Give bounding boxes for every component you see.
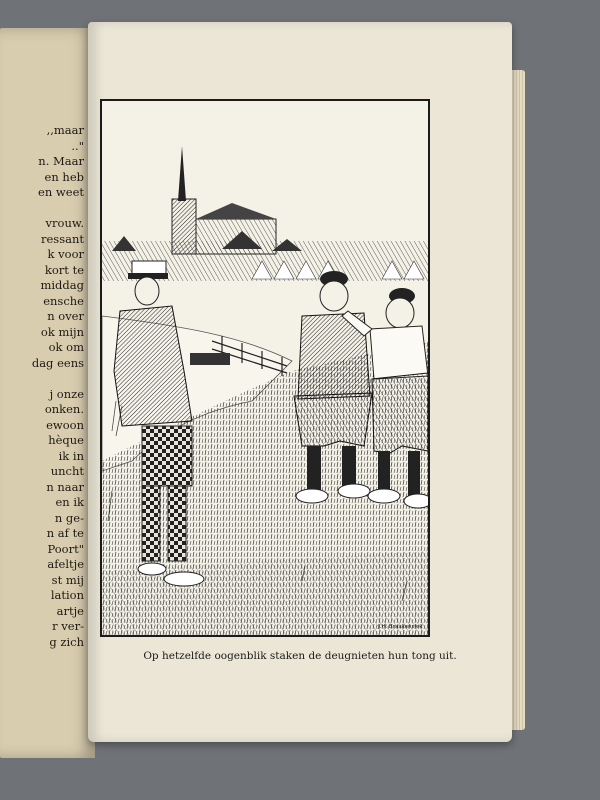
left-text-line: j onze (49, 386, 84, 401)
left-text-line: ressant (41, 231, 84, 246)
left-text-line: k voor (47, 247, 84, 261)
left-text-line: r ver- (52, 619, 84, 633)
left-text-line: ,,maar (46, 123, 84, 137)
artist-signature: J.H. Braakensiek (378, 624, 423, 630)
illustration-caption: Op hetzelfde oogenblik staken de deugnieten hun tong uit. (143, 650, 457, 662)
left-text-line (0, 201, 84, 217)
left-text-line: ok mijn (40, 324, 84, 339)
left-text-line: ewoon (46, 417, 84, 432)
left-text-line: .." (71, 138, 84, 153)
left-text-line: vrouw. (45, 216, 84, 230)
left-text-line: ok om (48, 340, 84, 354)
left-text-line: n over (47, 309, 84, 323)
left-text-line: en heb (44, 169, 84, 184)
left-text-line: st mij (51, 572, 84, 587)
left-text-line: n naar (46, 479, 84, 494)
left-text-line: ik in (58, 448, 84, 463)
left-text-line: dag eens (31, 355, 84, 370)
left-text-line (0, 371, 84, 387)
left-text-line: uncht (50, 464, 84, 478)
left-text-line: artje (56, 603, 84, 618)
left-text-line: kort te (44, 262, 84, 277)
right-page (88, 22, 512, 742)
left-text-line: ensche (43, 293, 84, 308)
left-text-line: onken. (44, 402, 84, 416)
left-page (0, 28, 95, 758)
etching-illustration (102, 101, 428, 635)
left-text-line: n. Maar (38, 154, 84, 168)
left-text-line: en weet (38, 185, 84, 199)
left-text-line: en ik (55, 495, 84, 509)
left-text-line: hèque (48, 433, 84, 447)
left-text-line: n ge- (54, 510, 84, 525)
left-text-line: n af te (46, 526, 84, 540)
left-page-text (0, 123, 84, 650)
left-text-line: Poort" (47, 541, 84, 556)
left-text-line: afeltje (47, 557, 84, 571)
left-text-line: middag (40, 278, 84, 292)
illustration-plate (100, 99, 430, 637)
left-text-line: lation (50, 588, 84, 602)
left-text-line: g zich (49, 634, 84, 649)
